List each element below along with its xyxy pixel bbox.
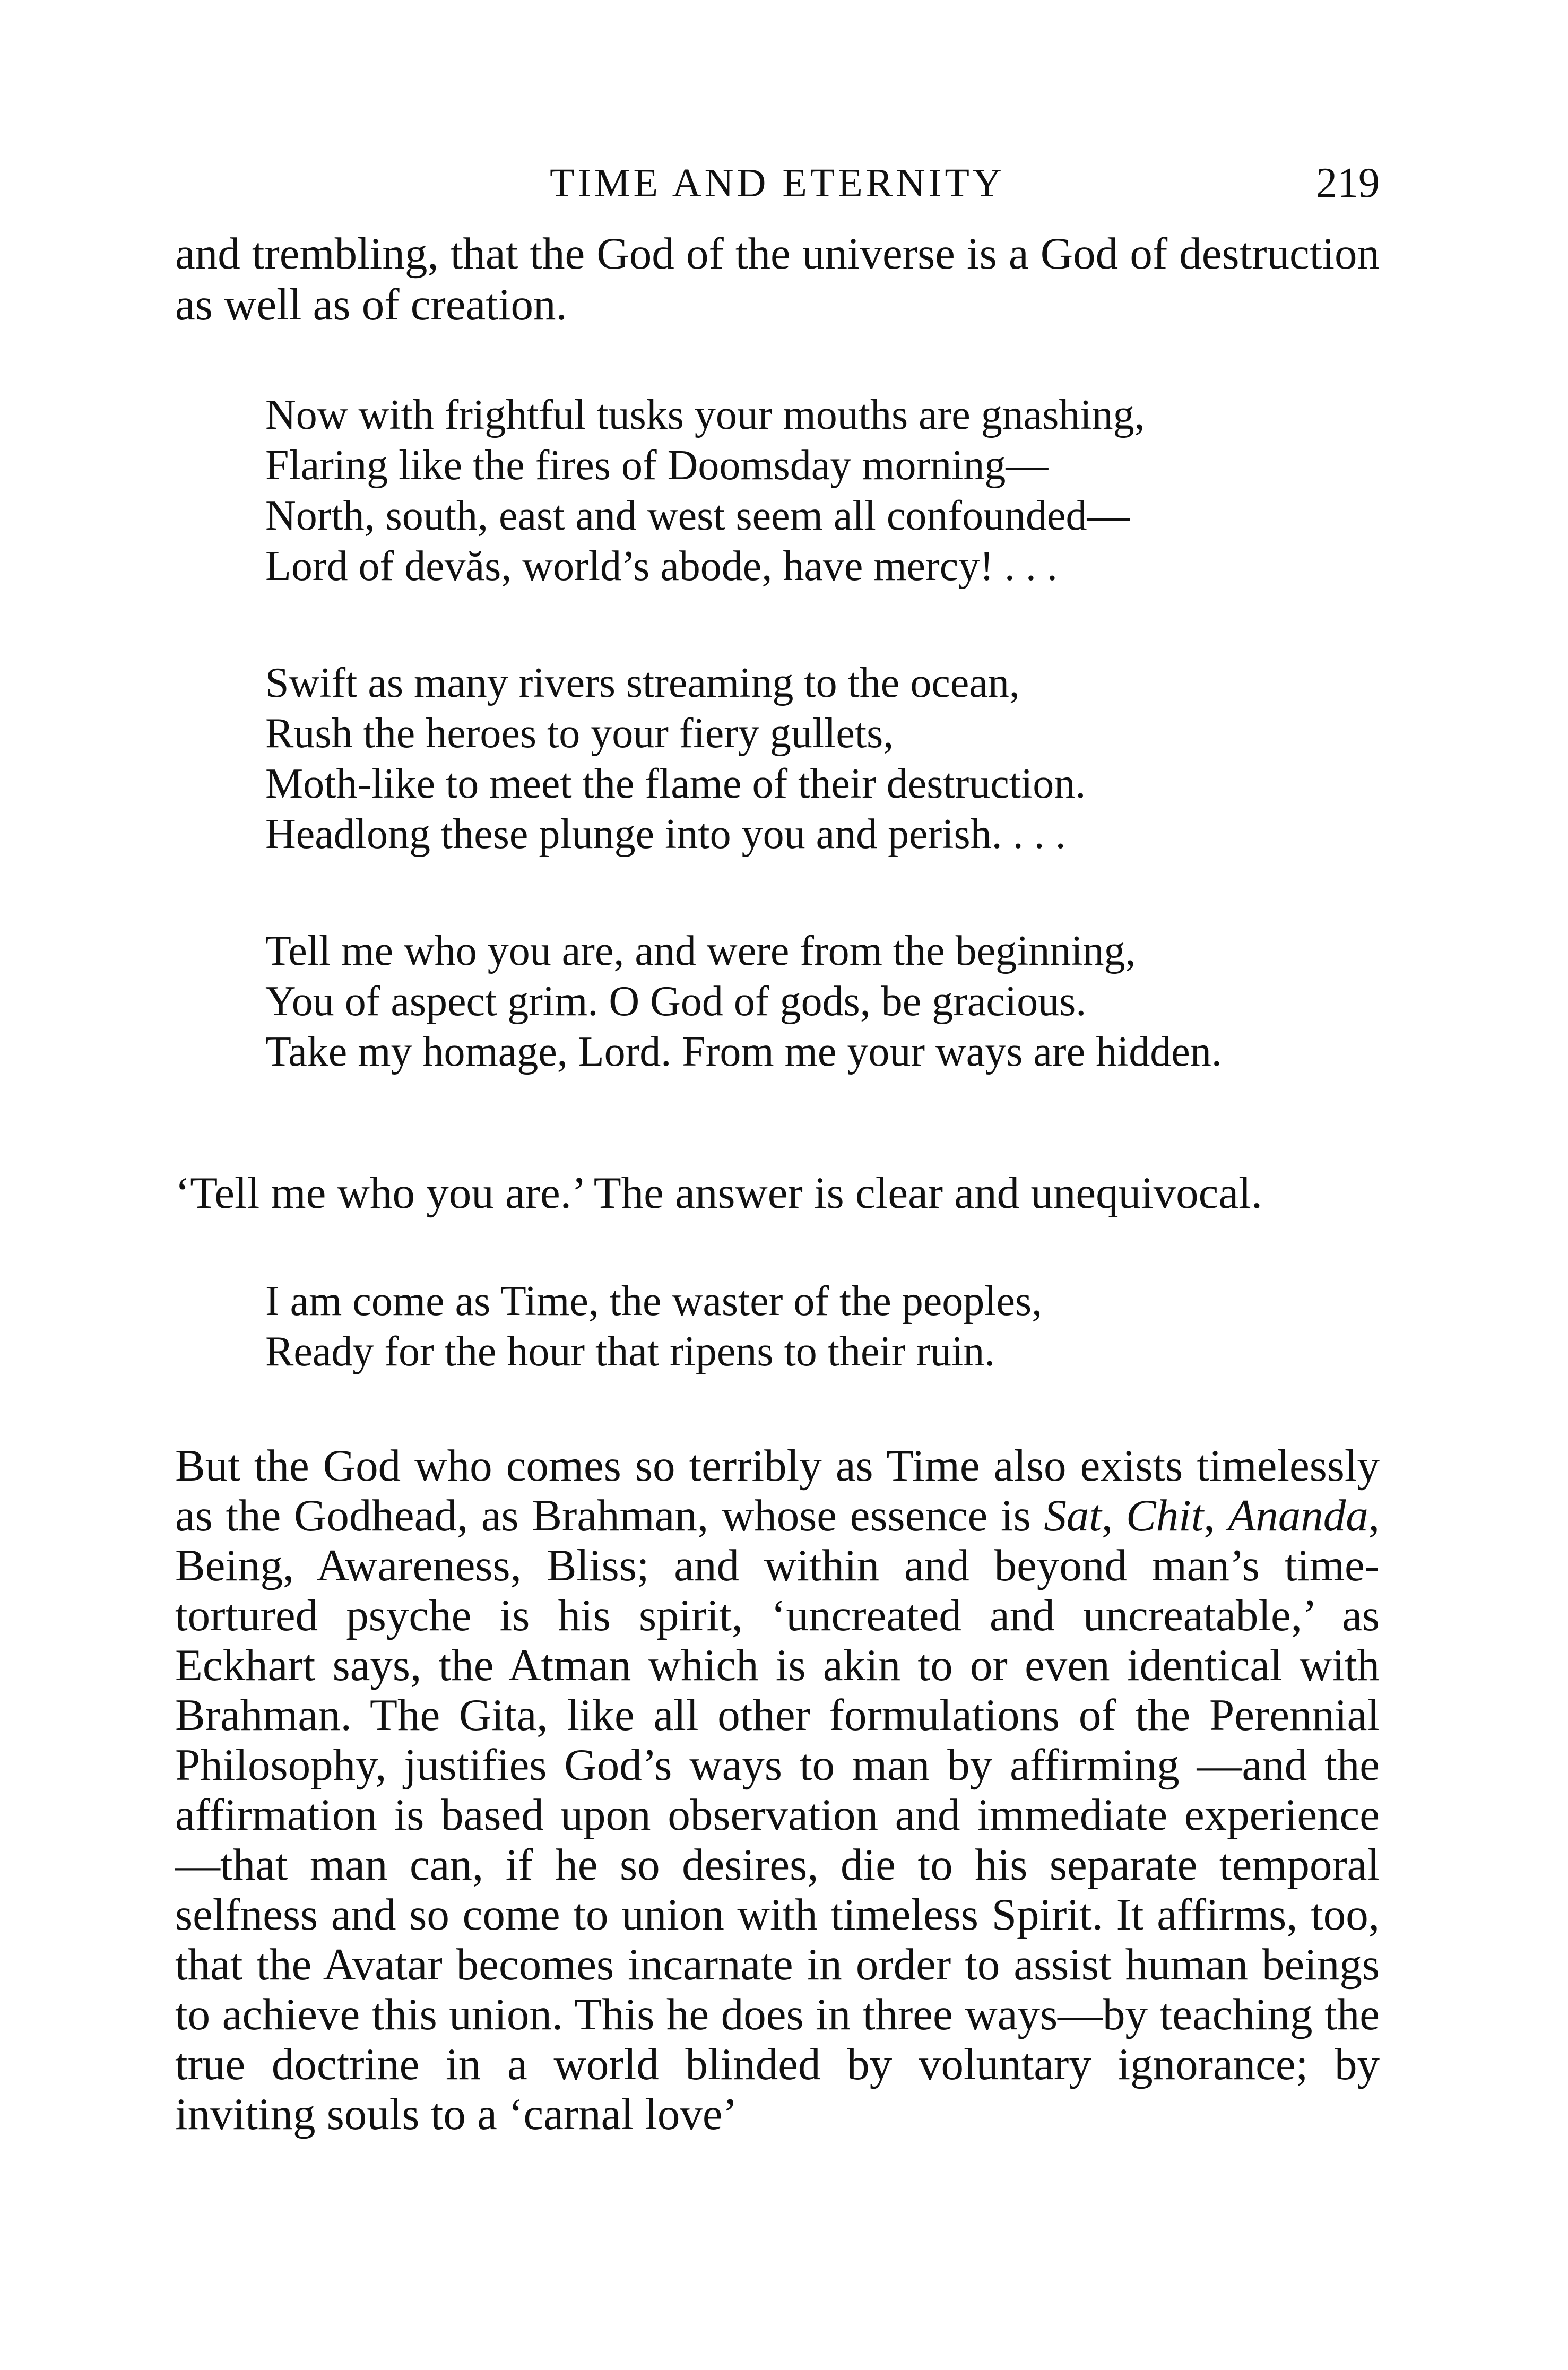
separator: , [1203, 1491, 1228, 1541]
answer-paragraph-text: ‘Tell me who you are.’ The answer is clear and unequivocal. [175, 1168, 1263, 1218]
term-chit: Chit [1125, 1491, 1204, 1541]
verse-line: Ready for the hour that ripens to their ruin. [265, 1328, 995, 1375]
answer-stanza [265, 1276, 1380, 1377]
verse-line: Rush the heroes to your fiery gullets, [265, 710, 894, 757]
verse-stanza-3 [265, 926, 1380, 1077]
final-paragraph-text [175, 1441, 1380, 2139]
term-sat: Sat [1044, 1491, 1102, 1541]
verse-line: Headlong these plunge into you and perish. . . . [265, 811, 1066, 858]
verse-line: You of aspect grim. O God of gods, be gracious. [265, 978, 1087, 1025]
verse-line: Lord of devăs, world’s abode, have mercy! . . . [265, 543, 1058, 590]
verse-line: North, south, east and west seem all confounded— [265, 492, 1130, 539]
verse-line: I am come as Time, the waster of the peoples, [265, 1278, 1043, 1325]
page-number: 219 [1316, 160, 1380, 206]
verse-line: Tell me who you are, and were from the beginning, [265, 928, 1136, 974]
verse-line: Swift as many rivers streaming to the ocean, [265, 660, 1020, 706]
verse-line: Moth-like to meet the flame of their destruction. [265, 760, 1086, 807]
verse-stanza-1 [265, 390, 1380, 592]
final-paragraph [175, 1441, 1380, 2139]
intro-paragraph-text: and trembling, that the God of the universe is a God of destruction as well as of creation. [175, 229, 1380, 330]
verse-line: Now with frightful tusks your mouths are gnashing, [265, 392, 1145, 438]
verse-line: Flaring like the fires of Doomsday morning— [265, 442, 1049, 489]
answer-paragraph [175, 1167, 1380, 1218]
running-head [175, 154, 1380, 212]
final-paragraph-part-1: But the God who comes so terribly as Time also exists timelessly as the Godhead, as Brahman, whose essence is [175, 1441, 1380, 1541]
running-title: TIME AND ETERNITY [550, 161, 1005, 205]
term-ananda: Ananda [1228, 1491, 1368, 1541]
intro-paragraph [175, 228, 1380, 330]
final-paragraph-part-2: , Being, Awareness, Bliss; and within and beyond man’s time-tortured psyche is his spirit, ‘uncreated and uncreatable,’ as Eckhart says, the Atman which is akin to or even identical with Brahman. The Gita, like all other formulations of the Perennial Philosophy, justifies God’s ways to man by affirming —and the affirmation is based upon observation and immediate experience—that man can, if he so desires, die to his separate temporal selfness and so come to union with timeless Spirit. It affirms, too, that the Avatar becomes incarnate in order to assist human beings to achieve this union. This he does in three ways—by teaching the true doctrine in a world blinded by voluntary ignorance; by inviting souls to a ‘carnal love’ [175, 1491, 1380, 2139]
separator: , [1102, 1491, 1126, 1541]
verse-line: Take my homage, Lord. From me your ways are hidden. [265, 1028, 1222, 1075]
verse-stanza-2 [265, 658, 1380, 860]
